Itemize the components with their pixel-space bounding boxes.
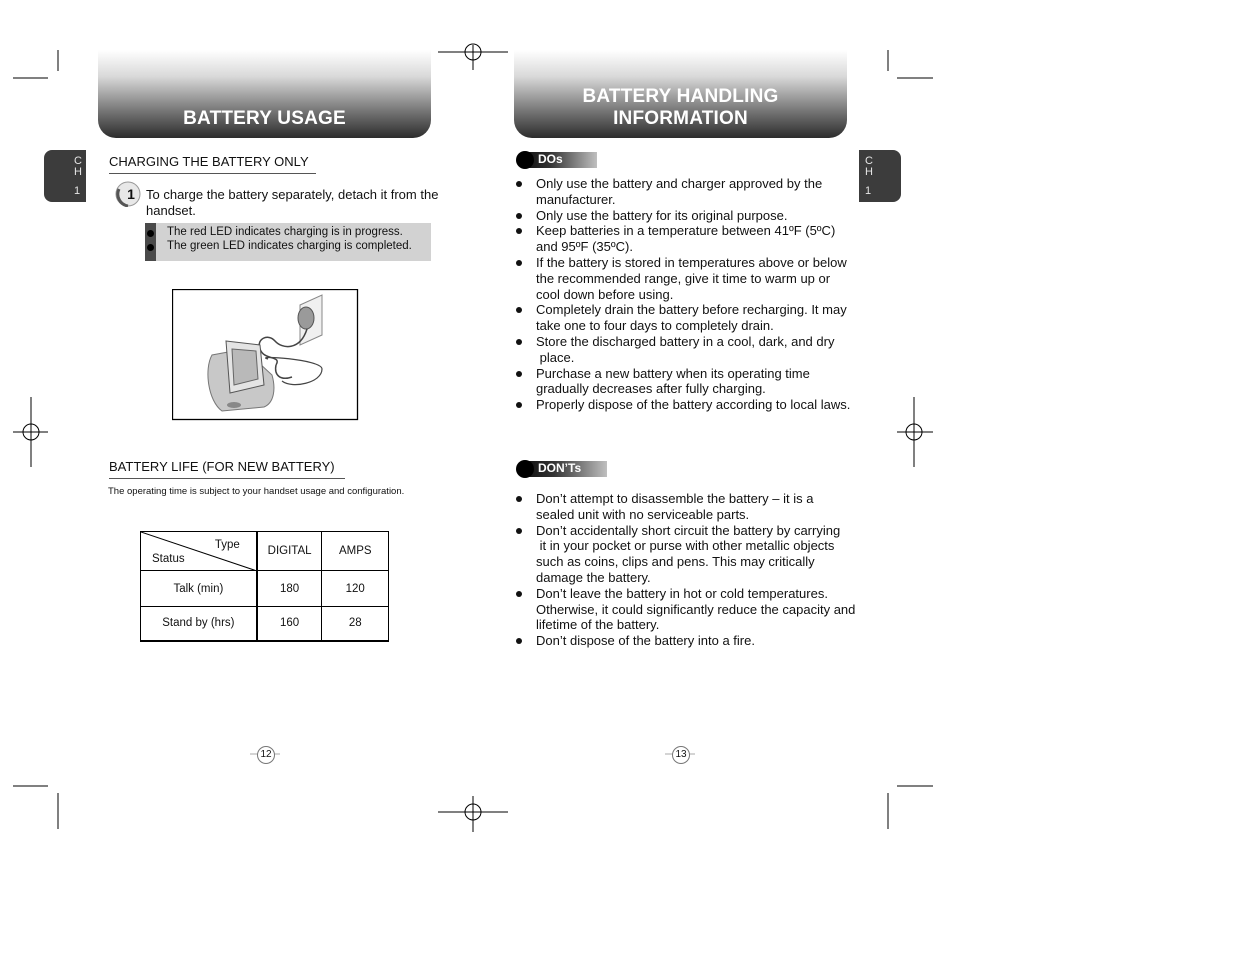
battery-life-heading: BATTERY LIFE (FOR NEW BATTERY) bbox=[109, 459, 345, 479]
chapter-tab bbox=[44, 150, 86, 202]
list-item-line: Otherwise, it could significantly reduce the capacity and bbox=[536, 601, 856, 617]
list-item-line: Only use the battery for its original purpose. bbox=[536, 207, 788, 223]
donts-list bbox=[515, 491, 870, 649]
list-item-line: Keep batteries in a temperature between 41ºF (5ºC) bbox=[536, 223, 836, 239]
table-row bbox=[141, 607, 389, 641]
list-item-line: Don’t attempt to disassemble the battery – it is a bbox=[536, 491, 814, 506]
table-row bbox=[141, 571, 389, 607]
list-item bbox=[515, 334, 855, 366]
list-item-line: take one to four days to completely drain. bbox=[536, 318, 774, 334]
list-item-line: Properly dispose of the battery according to local laws. bbox=[536, 397, 851, 413]
list-item-line: and 95ºF (35ºC). bbox=[536, 239, 633, 255]
led-note-box bbox=[145, 223, 431, 261]
chapter-tab-letter: C bbox=[74, 155, 82, 167]
list-item-line: Only use the battery and charger approved by the bbox=[536, 176, 823, 191]
corner-diagonal bbox=[141, 532, 257, 571]
list-item-line: lifetime of the battery. bbox=[536, 617, 660, 633]
page-title: BATTERY USAGE bbox=[183, 108, 346, 129]
list-item-line: the recommended range, give it time to warm up or bbox=[536, 270, 831, 286]
led-note: The green LED indicates charging is completed. bbox=[167, 240, 412, 252]
list-item bbox=[515, 176, 855, 208]
pill-dot bbox=[516, 151, 534, 169]
step-text-line: handset. bbox=[146, 202, 196, 218]
list-item-line: such as coins, clips and pens. This may critically bbox=[536, 554, 815, 570]
column-header: DIGITAL bbox=[257, 532, 322, 571]
note-side-bar bbox=[145, 223, 156, 261]
page-number bbox=[665, 744, 695, 764]
pill-dot bbox=[516, 460, 534, 478]
page-number bbox=[250, 744, 280, 764]
list-item-line: place. bbox=[536, 349, 575, 365]
chapter-tab bbox=[859, 150, 901, 202]
list-item bbox=[515, 366, 855, 398]
list-item-line: Purchase a new battery when its operating time bbox=[536, 365, 810, 381]
donts-label: DON’Ts bbox=[538, 461, 582, 475]
list-item bbox=[515, 523, 870, 586]
list-item bbox=[515, 491, 870, 523]
table-cell: 120 bbox=[322, 571, 389, 607]
bullet bbox=[147, 230, 154, 237]
chapter-tab-letter: H bbox=[74, 166, 82, 178]
battery-handling-header bbox=[514, 50, 847, 138]
operating-time-note: The operating time is subject to your handset usage and configuration. bbox=[108, 486, 405, 497]
chapter-tab-number: 1 bbox=[74, 185, 81, 197]
list-item-line: If the battery is stored in temperatures above or below bbox=[536, 254, 847, 270]
page-number-text: 13 bbox=[672, 746, 690, 764]
list-item-line: cool down before using. bbox=[536, 286, 674, 302]
battery-life-table bbox=[140, 531, 389, 642]
list-item-line: sealed unit with no serviceable parts. bbox=[536, 506, 750, 522]
charging-heading: CHARGING THE BATTERY ONLY bbox=[109, 154, 316, 174]
page-number-text: 12 bbox=[257, 746, 275, 764]
page-title: BATTERY HANDLING INFORMATION bbox=[582, 86, 779, 129]
list-item-line: Don’t leave the battery in hot or cold temperatures. bbox=[536, 585, 828, 601]
charger-illustration bbox=[172, 289, 359, 421]
step-number-badge bbox=[115, 181, 141, 207]
dos-label-pill bbox=[516, 151, 598, 168]
table-cell: 180 bbox=[257, 571, 322, 607]
dos-label: DOs bbox=[538, 152, 563, 166]
list-item-line: Completely drain the battery before recharging. It may bbox=[536, 302, 847, 318]
list-item-line: Don’t dispose of the battery into a fire. bbox=[536, 633, 755, 649]
led-note: The red LED indicates charging is in progress. bbox=[167, 226, 403, 238]
donts-label-pill bbox=[516, 460, 608, 477]
list-item bbox=[515, 633, 870, 649]
table-corner-cell bbox=[141, 532, 257, 571]
chapter-tab-letter: H bbox=[865, 166, 873, 178]
dos-list bbox=[515, 176, 855, 413]
corner-type-label: Type bbox=[214, 539, 240, 551]
step-text-line: To charge the battery separately, detach it from the bbox=[146, 187, 439, 202]
list-item bbox=[515, 302, 855, 334]
list-item-line: manufacturer. bbox=[536, 191, 616, 207]
list-item bbox=[515, 255, 855, 302]
table-cell: 28 bbox=[322, 607, 389, 641]
step-number: 1 bbox=[127, 186, 135, 202]
list-item bbox=[515, 586, 870, 633]
list-item bbox=[515, 223, 855, 255]
bullet bbox=[147, 244, 154, 251]
chapter-tab-number: 1 bbox=[865, 185, 872, 197]
step-text bbox=[146, 187, 438, 219]
row-label: Stand by (hrs) bbox=[141, 607, 257, 641]
list-item-line: gradually decreases after fully charging. bbox=[536, 381, 766, 397]
row-label: Talk (min) bbox=[141, 571, 257, 607]
list-item bbox=[515, 208, 855, 224]
list-item-line: Store the discharged battery in a cool, dark, and dry bbox=[536, 333, 835, 349]
table-cell: 160 bbox=[257, 607, 322, 641]
chapter-tab-letter: C bbox=[865, 155, 873, 167]
list-item-line: Don’t accidentally short circuit the battery by carrying bbox=[536, 522, 841, 538]
list-item bbox=[515, 397, 855, 413]
list-item-line: damage the battery. bbox=[536, 569, 651, 585]
corner-status-label: Status bbox=[152, 553, 185, 565]
list-item-line: it in your pocket or purse with other metallic objects bbox=[536, 538, 835, 554]
column-header: AMPS bbox=[322, 532, 389, 571]
battery-usage-header bbox=[98, 50, 431, 138]
